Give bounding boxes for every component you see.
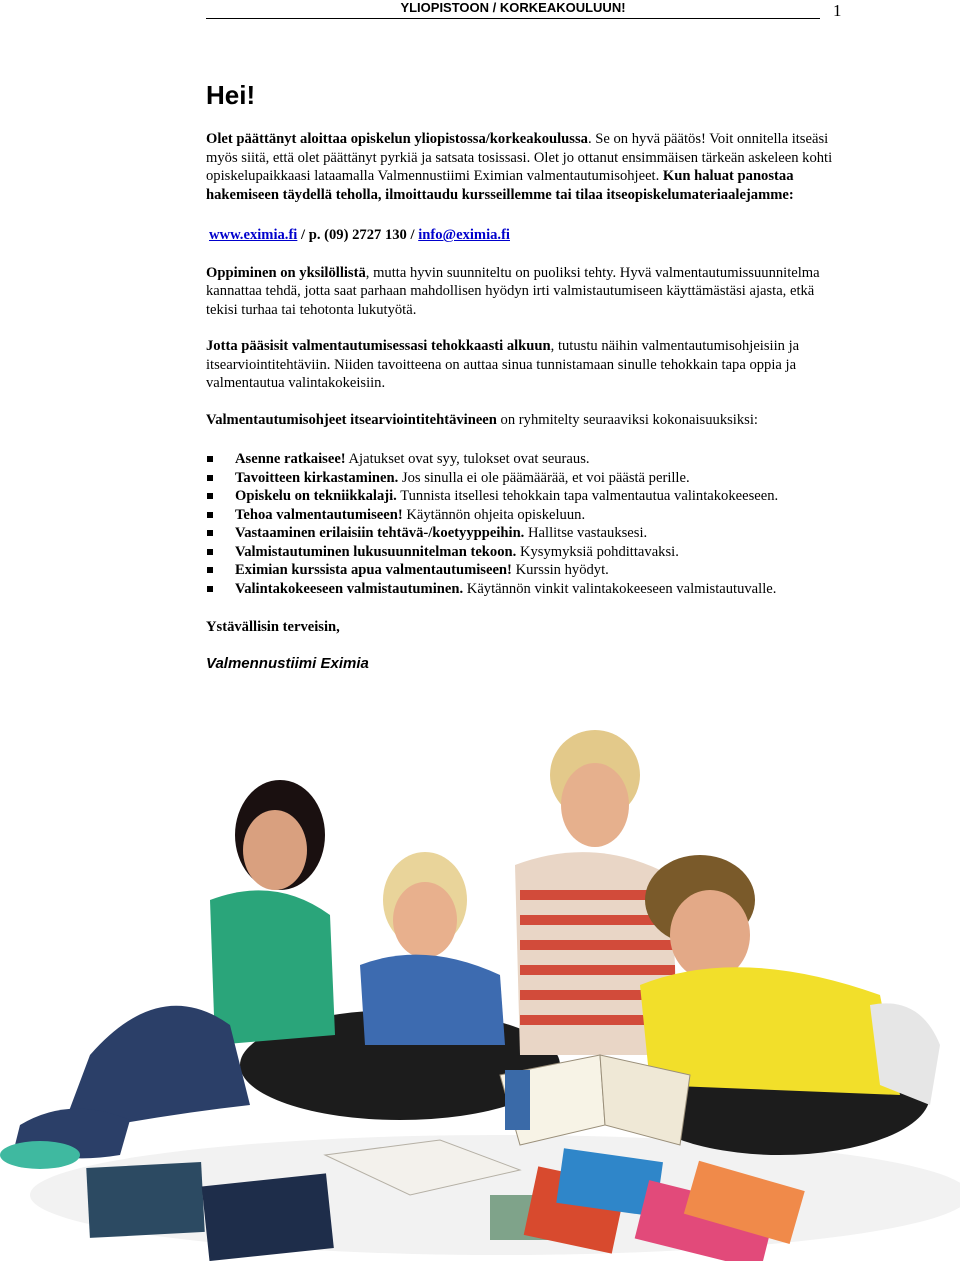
person-blonde-woman xyxy=(360,852,505,1045)
closing-greeting: Ystävällisin terveisin, xyxy=(206,619,340,635)
bullet-square-icon xyxy=(207,530,213,536)
paragraph-sections-intro xyxy=(206,411,846,430)
bullet-square-icon xyxy=(207,493,213,499)
list-item-text: Tunnista itsellesi tehokkain tapa valmentautua valintakokeeseen. xyxy=(396,488,779,504)
contact-line xyxy=(209,226,846,245)
list-item-text: Käytännön vinkit valintakokeeseen valmistautuvalle. xyxy=(463,580,777,597)
list-item-text: Kurssin hyödyt. xyxy=(511,562,609,578)
bullet-square-icon xyxy=(207,567,213,573)
list-item-text: Ajatukset ovat syy, tulokset ovat seuraus. xyxy=(345,451,590,467)
list-item-text: Hallitse vastauksesi. xyxy=(524,525,648,541)
person-yellow-shirt xyxy=(640,855,940,1105)
phone-text: / p. (09) 2727 130 / xyxy=(297,227,419,243)
intro-paragraph xyxy=(206,130,846,204)
list-item xyxy=(206,506,846,525)
email-link[interactable]: info@eximia.fi xyxy=(418,227,510,243)
list-item-text: Käytännön ohjeita opiskeluun. xyxy=(402,506,586,523)
students-reading-photo xyxy=(0,725,960,1261)
list-item-bold: Asenne ratkaisee! xyxy=(235,451,346,467)
bullet-square-icon xyxy=(207,586,213,592)
list-item xyxy=(206,450,846,469)
section-list xyxy=(206,450,846,598)
list-item-bold: Vastaaminen erilaisiin tehtävä-/koetyyppeihin. xyxy=(235,525,525,541)
intro-bold-lead: Olet päättänyt aloittaa opiskelun yliopistossa/korkeakoulussa xyxy=(206,131,588,147)
bullet-square-icon xyxy=(207,475,213,481)
bullet-square-icon xyxy=(207,456,213,462)
letter-body xyxy=(206,70,846,673)
paragraph-learning-bold: Oppiminen on yksilöllistä xyxy=(206,264,366,281)
list-item-bold: Tavoitteen kirkastaminen. xyxy=(235,469,399,486)
paragraph-getting-started-bold: Jotta pääsisit valmentautumisessasi tehokkaasti alkuun xyxy=(206,338,551,354)
list-item xyxy=(206,487,846,506)
page-number: 1 xyxy=(833,1,842,20)
person-left-woman xyxy=(0,780,335,1169)
list-item xyxy=(206,469,846,488)
running-header: YLIOPISTOON / KORKEAKOULUUN! xyxy=(206,0,820,19)
list-item xyxy=(206,561,846,580)
paragraph-sections-text: on ryhmitelty seuraaviksi kokonaisuuksiksi: xyxy=(496,411,758,428)
list-item-bold: Valintakokeeseen valmistautuminen. xyxy=(235,580,464,597)
bullet-square-icon xyxy=(207,512,213,518)
list-item xyxy=(206,580,846,599)
intro-text: . Se on hyvä päätös! Voit onnitella itseäsi myös siitä, että olet päättänyt pyrkiä ja satsata tosissasi. Olet jo ottanut ensimmäisen tärkeän askeleen kohti opiskelupaikkaasi lataamalla Valmennustiimi Eximian valmentautumisohjeet. xyxy=(206,131,833,184)
paragraph-getting-started-text: , tutustu näihin valmentautumisohjeisiin ja itsearviointitehtäviin. Niiden tavoitteena on auttaa sinua tunnistamaan sinulle tehokkain tapa oppia ja valmentautua valintakokeisiin. xyxy=(206,338,800,391)
list-item-bold: Tehoa valmentautumiseen! xyxy=(235,506,403,523)
intro-bold-tail: Kun haluat panostaa hakemiseen täydellä teholla, ilmoittaudu kursseillemme tai tilaa itseopiskelumateriaalejamme: xyxy=(206,168,794,203)
list-item-bold: Eximian kurssista apua valmentautumiseen! xyxy=(235,562,512,578)
list-item-text: Kysymyksiä pohdittavaksi. xyxy=(516,543,679,560)
list-item xyxy=(206,543,846,562)
paragraph-getting-started xyxy=(206,337,846,393)
list-item-bold: Valmistautuminen lukusuunnitelman tekoon. xyxy=(235,543,517,560)
paragraph-learning xyxy=(206,264,846,320)
website-link[interactable]: www.eximia.fi xyxy=(209,227,298,243)
signature: Valmennustiimi Eximia xyxy=(206,654,369,672)
list-item-text: Jos sinulla ei ole päämäärää, et voi päästä perille. xyxy=(398,469,690,486)
list-item xyxy=(206,524,846,543)
page-title: Hei! xyxy=(206,80,256,110)
paragraph-sections-bold: Valmentautumisohjeet itsearviointitehtävineen xyxy=(206,411,497,428)
list-item-bold: Opiskelu on tekniikkalaji. xyxy=(235,488,397,504)
paragraph-learning-text: , mutta hyvin suunniteltu on puoliksi tehty. Hyvä valmentautumissuunnitelma kannattaa tehdä, jotta saat parhaan mahdollisen hyödyn irti valmistautumiseen käyttämästäsi ajasta, etkä tekisi turhaa tai tehotonta lukutyötä. xyxy=(206,264,820,318)
bullet-square-icon xyxy=(207,549,213,555)
